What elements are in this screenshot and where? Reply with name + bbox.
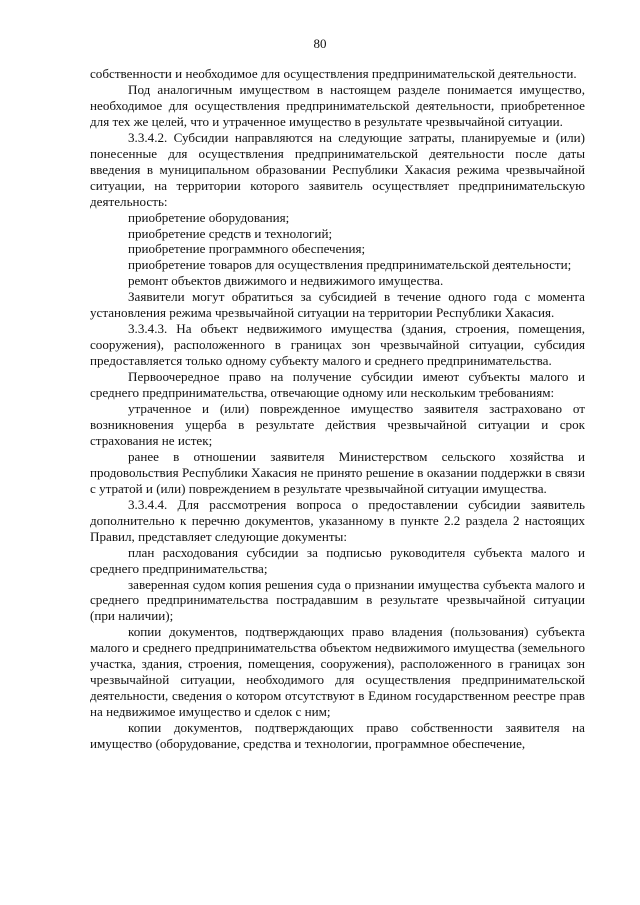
paragraph-3-3-4-2: 3.3.4.2. Субсидии направляются на следующие затраты, планируемые и (или) понесенные для осуществления предпринимательской деятельности после даты введения в муниципальном образовании Республики Хакасия режима чрезвычайной ситуации, на территории которого заявитель осуществляет предпринимательскую деятельность: (90, 129, 585, 209)
list-item-no-prior-decision: ранее в отношении заявителя Министерством сельского хозяйства и продовольствия Республики Хакасия не принято решение в оказании поддержки в связи с утратой и (или) повреждением в результате чрезвычайной ситуации имущества. (90, 448, 585, 496)
paragraph-priority-right: Первоочередное право на получение субсидии имеют субъекты малого и среднего предпринимательства, отвечающие одному или нескольким требованиям: (90, 369, 585, 401)
list-item-spending-plan: план расходования субсидии за подписью руководителя субъекта малого и среднего предпринимательства; (90, 544, 585, 576)
paragraph-application-period: Заявители могут обратиться за субсидией в течение одного года с момента установления режима чрезвычайной ситуации на территории Республики Хакасия. (90, 289, 585, 321)
page-number: 80 (313, 36, 327, 51)
list-item-court-decision: заверенная судом копия решения суда о признании имущества субъекта малого и среднего предпринимательства пострадавшим в результате чрезвычайной ситуации (при наличии); (90, 576, 585, 624)
paragraph-continuation: собственности и необходимое для осуществления предпринимательской деятельности. (90, 66, 577, 81)
list-item-ownership-documents: копии документов, подтверждающих право владения (пользования) субъекта малого и среднего предпринимательства объектом недвижимого имущества (земельного участка, здания, строения, помещения, сооружения), расположенного в границах зон чрезвычайной ситуации, необходимого для осуществления предпринимательской деятельности, сведения о котором отсутствуют в Едином государственном реестре прав на недвижимое имущество и сделок с ним; (90, 624, 585, 720)
list-item-software: приобретение программного обеспечения; (128, 241, 366, 257)
paragraph-3-3-4-4: 3.3.4.4. Для рассмотрения вопроса о предоставлении субсидии заявитель дополнительно к перечню документов, указанному в пункте 2.2 раздела 2 настоящих Правил, представляет следующие документы: (90, 496, 585, 544)
list-item-equipment: приобретение оборудования; (128, 209, 290, 225)
list-item-insured-property: утраченное и (или) поврежденное имущество заявителя застраховано от возникновения ущерба в результате действия чрезвычайной ситуации и срок страхования не истек; (90, 401, 585, 448)
paragraph-similar-property-definition: Под аналогичным имуществом в настоящем разделе понимается имущество, необходимое для осуществления предпринимательской деятельности, приобретенное для тех же целей, что и утраченное имущество в результате чрезвычайной ситуации. (90, 81, 585, 129)
paragraph-3-3-4-3: 3.3.4.3. На объект недвижимого имущества (здания, строения, помещения, сооружения), расположенного в границах зон чрезвычайной ситуации, субсидия предоставляется только одному субъекту малого и среднего предпринимательства. (90, 321, 585, 369)
list-item-goods: приобретение товаров для осуществления предпринимательской деятельности; (128, 257, 572, 273)
list-item-repair: ремонт объектов движимого и недвижимого имущества. (128, 273, 444, 289)
document-body (90, 66, 585, 752)
list-item-property-rights: копии документов, подтверждающих право собственности заявителя на имущество (оборудование, средства и технологии, программное обеспечение, (90, 720, 585, 752)
list-item-technologies: приобретение средств и технологий; (128, 225, 333, 241)
